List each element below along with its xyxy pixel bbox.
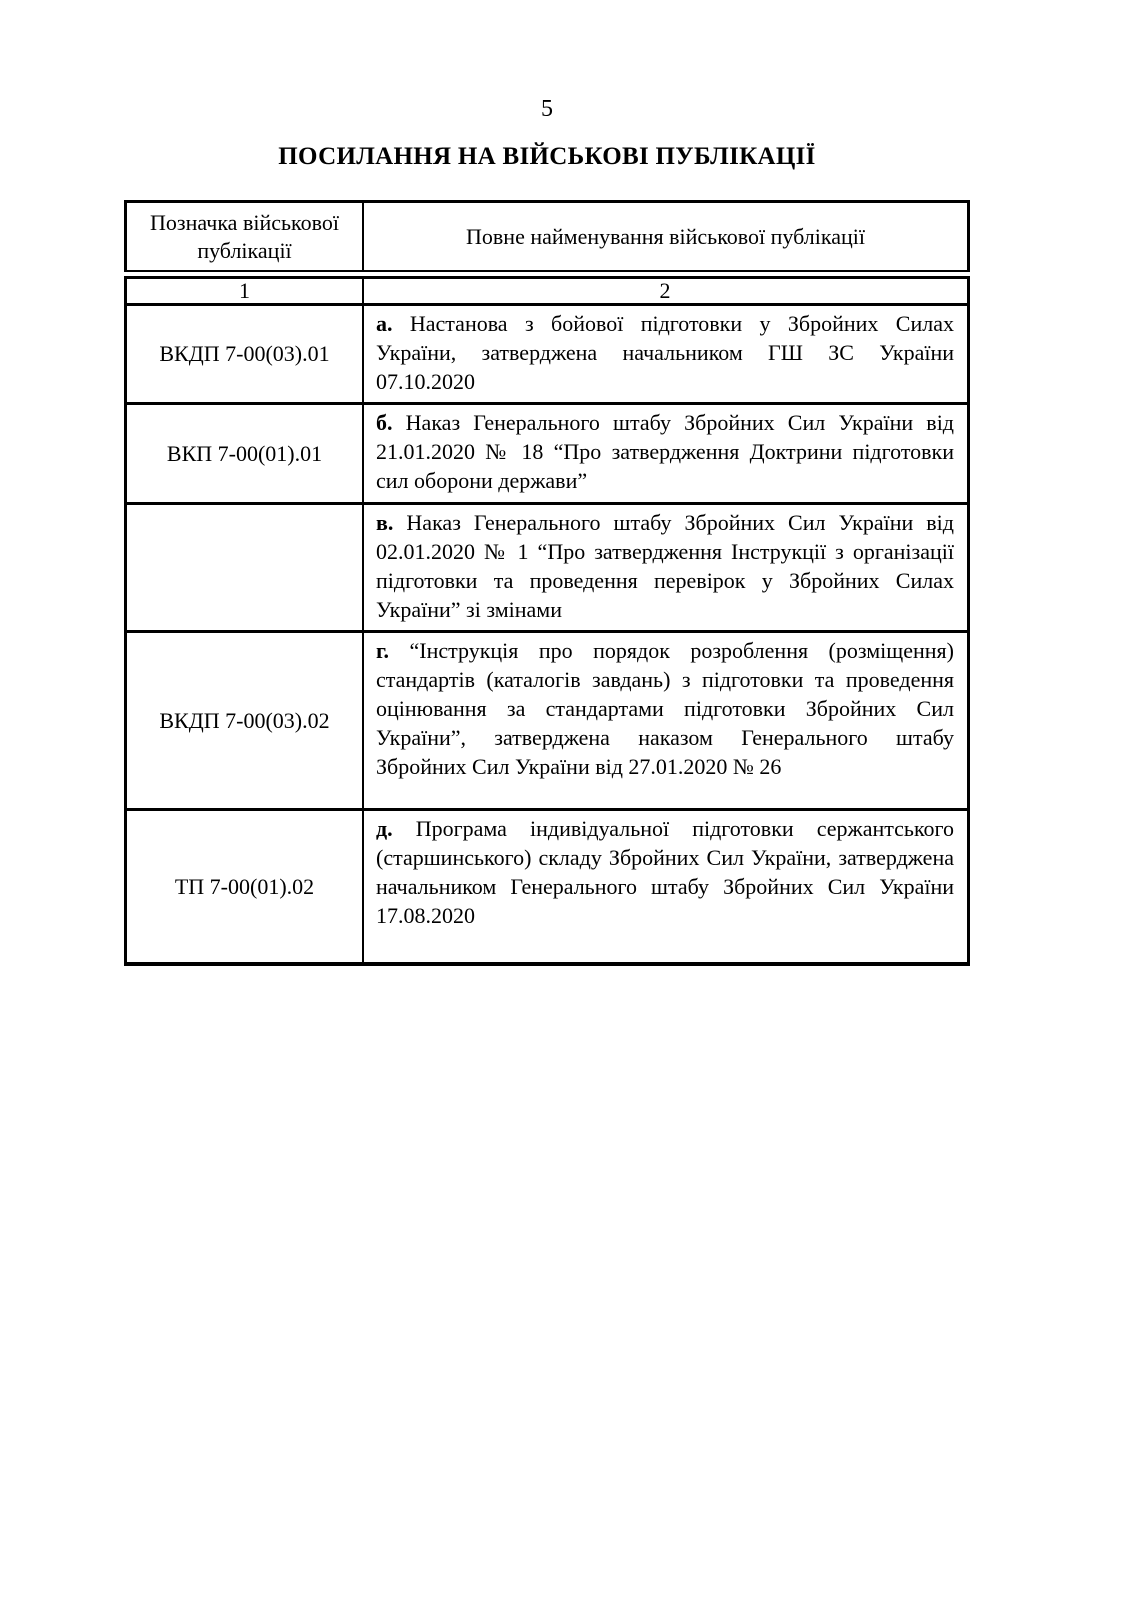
table-row: [127, 502, 967, 630]
item-marker: а.: [376, 311, 393, 336]
item-marker: г.: [376, 638, 390, 663]
column-number-1: 1: [127, 279, 364, 303]
item-text: Програма індивідуальної підготовки сержантського (старшинського) складу Збройних Сил України, затверджена начальником Генерального штабу Збройних Сил України 17.08.2020: [376, 816, 955, 928]
table-header-row: [124, 200, 970, 272]
publication-designation: ВКДП 7-00(03).02: [127, 633, 364, 808]
item-text: Наказ Генерального штабу Збройних Сил України від 02.01.2020 № 1 “Про затвердження Інструкції з організації підготовки та проведення перевірок у Збройних Силах України” зі змінами: [376, 510, 954, 622]
publication-designation: ТП 7-00(01).02: [127, 811, 364, 962]
item-marker: д.: [376, 816, 393, 841]
item-text: Настанова з бойової підготовки у Збройних Силах України, затверджена начальником ГШ ЗС України 07.10.2020: [376, 311, 954, 394]
page-content: [124, 0, 970, 966]
military-publications-table: [124, 200, 970, 966]
table-row: [127, 402, 967, 502]
item-marker: в.: [376, 510, 394, 535]
header-cell-designation: Позначка військової публікації: [127, 203, 364, 270]
publication-description: [364, 633, 967, 808]
publication-designation: ВКП 7-00(01).01: [127, 405, 364, 502]
publication-designation: [127, 505, 364, 630]
publication-designation: ВКДП 7-00(03).01: [127, 306, 364, 402]
item-text: “Інструкція про порядок розроблення (розміщення) стандартів (каталогів завдань) з підготовки та проведення оцінювання за стандартами підготовки Збройних Сил України”, затверджена наказом Генерального штабу Збройних Сил України від 27.01.2020 № 26: [376, 638, 954, 779]
table-row: [127, 808, 967, 962]
publication-description: [364, 306, 967, 402]
publication-description: [364, 811, 967, 962]
table-body: [124, 276, 970, 966]
column-number-2: 2: [659, 278, 671, 303]
page-title: ПОСИЛАННЯ НА ВІЙСЬКОВІ ПУБЛІКАЦІЇ: [278, 143, 816, 170]
publication-description: [364, 505, 967, 630]
table-row: [127, 630, 967, 808]
page-number: 5: [541, 96, 553, 122]
item-text: Наказ Генерального штабу Збройних Сил України від 21.01.2020 № 18 “Про затвердження Доктрини підготовки сил оборони держави”: [376, 410, 955, 493]
item-marker: б.: [376, 410, 393, 435]
column-numbering-row: [127, 279, 967, 303]
table-row: [127, 303, 967, 402]
publication-description: [364, 405, 967, 502]
header-cell-full-name: Повне найменування військової публікації: [466, 224, 865, 249]
